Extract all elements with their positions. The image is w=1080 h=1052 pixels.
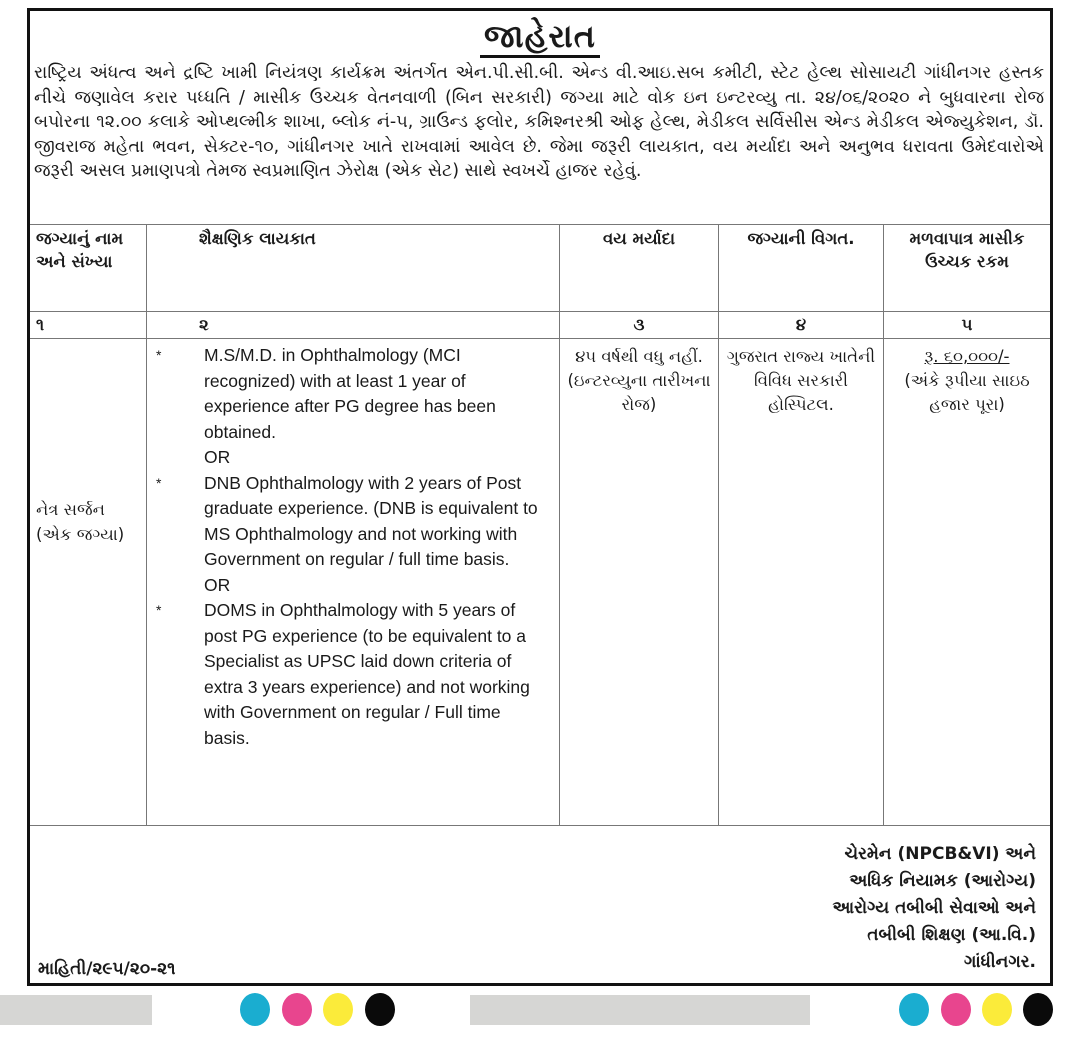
column-number: ૧ [30,312,147,339]
signature-line: તબીબી શિક્ષણ (આ.વિ.) [867,925,1036,945]
magenta-registration-dot-icon [282,993,312,1026]
yellow-registration-dot-icon [982,993,1012,1026]
table-row [30,339,1050,826]
intro-paragraph: રાષ્ટ્રિય અંધત્વ અને દ્રષ્ટિ ખામી નિયંત્રણ કાર્યક્રમ અંતર્ગત એન.પી.સી.બી. એન્ડ વી.આઇ.સબ કમીટી, સ્ટેટ હેલ્થ સોસાયટી ગાંધીનગર હસ્તક નીચે જણાવેલ કરાર પધ્ધતિ / માસીક ઉચ્ચક વેતનવાળી (બિન સરકારી) જગ્યા માટે વોક ઇન ઇન્ટરવ્યુ તા. ૨૪/૦૬/૨૦૨૦ ને બુધવારના રોજ બપોરના ૧૨.૦૦ કલાકે ઓપ્થલ્મીક શાખા, બ્લોક નં-૫, ગ્રાઉન્ડ ફલોર, કમિશ્નરશ્રી ઓફ હેલ્થ, મેડીકલ સર્વિસીસ એન્ડ મેડીકલ એજ્યુકેશન, ડૉ. જીવરાજ મહેતા ભવન, સેક્ટર-૧૦, ગાંધીનગર ખાતે રાખવામાં આવેલ છે. જેમા જરૂરી લાયકાત, વય મર્યાદા અને અનુભવ ધરાવતા ઉમેદવારોએ જરૂરી અસલ પ્રમાણપત્રો તેમજ સ્વપ્રમાણિત ઝેરોક્ષ (એક સેટ) સાથે સ્વખર્ચે હાજર રહેવું. [34,63,1044,181]
column-number-row [30,312,1050,339]
black-registration-dot-icon [1023,993,1053,1026]
signature-line: આરોગ્ય તબીબી સેવાઓ અને [832,898,1036,918]
notice-title: જાહેરાત [30,17,1050,55]
yellow-registration-dot-icon [323,993,353,1026]
bullet-icon: * [156,602,162,618]
bullet-icon: * [156,474,162,491]
salary-amount: રૂ. ૬૦,૦૦૦/- [924,347,1010,366]
header-qualification: શૈક્ષણિક લાયકાત [147,225,560,312]
advertisement-notice [27,8,1053,986]
header-age-limit: વય મર્યાદા [560,225,719,312]
header-post-name: જગ્યાનું નામ અને સંખ્યા [30,225,147,312]
post-name-cell: નેત્ર સર્જન (એક જગ્યા) [30,339,147,826]
bullet-icon [153,573,204,599]
cyan-registration-dot-icon [899,993,929,1026]
cyan-registration-dot-icon [240,993,270,1026]
column-number: ૫ [884,312,1051,339]
black-registration-dot-icon [365,993,395,1026]
signature-line: ચેરમેન (NPCB&VI) અને [844,844,1036,864]
print-gray-bar [0,995,152,1025]
print-gray-bar [470,995,810,1025]
header-post-details: જગ્યાની વિગત. [719,225,884,312]
signature-block [832,841,1036,976]
post-details-cell: ગુજરાત રાજ્ય ખાતેની વિવિધ સરકારી હોસ્પિટલ. [719,339,884,826]
salary-in-words: (અંકે રૂપીયા સાઇઠ હજાર પૂરા) [904,371,1030,414]
list-item: OR [153,445,553,471]
header-salary: મળવાપાત્ર માસીક ઉચ્ચક રકમ [884,225,1051,312]
age-limit-cell: ૪૫ વર્ષથી વધુ નહીં. (ઇન્ટરવ્યુના તારીખના રોજ) [560,339,719,826]
signature-line: ગાંધીનગર. [964,952,1036,972]
column-number: ૪ [719,312,884,339]
column-number: ૨ [147,312,560,339]
magenta-registration-dot-icon [941,993,971,1026]
list-item: OR [153,573,553,599]
salary-cell [884,339,1051,826]
qualification-cell [147,339,560,826]
signature-line: અધિક નિયામક (આરોગ્ય) [849,871,1036,891]
table-header-row [30,225,1050,312]
column-number: ૩ [560,312,719,339]
list-item: * DOMS in Ophthalmology with 5 years of post PG experience (to be equivalent to a Specialist as UPSC laid down criteria of extra 3 years experience) and not working with Government on regular / Full time basis. [153,598,553,751]
list-item: * M.S/M.D. in Ophthalmology (MCI recognized) with at least 1 year of experience after PG degree has been obtained. [153,343,553,445]
bullet-icon: * [156,347,162,363]
bullet-icon [153,445,204,471]
qualification-list [153,339,553,751]
reference-number: માહિતી/૨૯૫/૨૦-૨૧ [38,959,176,979]
list-item: * DNB Ophthalmology with 2 years of Post graduate experience. (DNB is equivalent to MS Ophthalmology and not working with Government on regular / full time basis. [153,471,553,573]
vacancy-table [30,224,1050,826]
